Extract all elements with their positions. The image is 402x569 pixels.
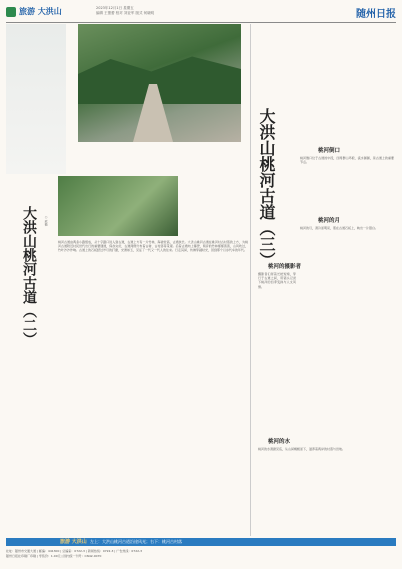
header-meta xyxy=(96,6,154,16)
section-heading-3: 桃河的摄影者 xyxy=(268,264,302,270)
footer-line-2: 随州日报社印刷厂印刷 | 零售价：1.00元 | 国内统一刊号：CN42-0070 xyxy=(6,554,102,558)
section-body-1: 桃河倒口位于古道的中段，四周群山环抱，溪水潺潺，是古道上的重要节点。 xyxy=(300,156,394,165)
page-header xyxy=(6,4,396,22)
band-caption: 左上：大洪山桃河古道沿途风光；右下：桃河古村落 xyxy=(90,539,182,544)
column-logo-icon xyxy=(6,7,16,17)
column-title xyxy=(19,6,62,17)
masthead-brand: 随州日报 xyxy=(356,9,396,20)
column-divider xyxy=(250,24,251,536)
band-logo: 旅游 大洪山 xyxy=(60,539,87,545)
page-footer xyxy=(6,549,396,559)
left-article-body: 桃河古道由两条小路组成，从十字路口进入到古道，古道上方有一片竹林，海拔较高，古道狭长。大洪山桃河古道在桃河村古村落的上方，为桃河古道附近村民世代出行的重要通道，保存完好，古道两侧分布着古树、古村落等景观。沿着古道向上攀登，两旁的竹林郁郁葱葱，山风吹过，竹叶沙沙作响。古道上的石板经过岁月的打磨，光滑如玉，见证了一代又一代人的往来。行走其间，仿佛穿越时光，回到那个以步代车的年代。 xyxy=(58,240,248,253)
editor-credits: 编辑 王蕾蕾 校对 刘亚军 版式 何晓明 xyxy=(96,11,155,15)
section-heading-1: 桃河倒口 xyxy=(318,148,341,154)
main-photo xyxy=(78,24,241,142)
right-article-title: 大洪山桃河古道（三） xyxy=(257,108,276,268)
left-article-title: 大洪山桃河古道（二） xyxy=(21,206,37,346)
section-body-4: 桃河的水清澈见底，从山间蜿蜒而下，滋养着两岸的村落与田地。 xyxy=(258,447,346,451)
secondary-photo xyxy=(58,176,178,236)
section-heading-2: 桃河的月 xyxy=(318,218,341,224)
issue-date: 2023年12月1日 星期五 xyxy=(96,6,134,10)
header-rule xyxy=(6,22,396,23)
section-body-2: 桃河的月，清冷而明亮，照在古道石板上，映出一片银白。 xyxy=(300,226,379,230)
section-heading-4: 桃河的水 xyxy=(268,439,291,445)
left-article-byline: ○ 邢楠 xyxy=(44,215,48,226)
left-margin-strip xyxy=(6,24,66,174)
section-body-3: 摄影者们背着长枪短炮，穿行于古道之间，用镜头记录下桃河的四季变换与人文风情。 xyxy=(258,272,296,289)
column-subname: 大洪山 xyxy=(37,7,62,16)
footer-line-1: 社址：随州市交通大道 | 邮编：441300 | 总编室：0722-3 | 新闻热线：0722-3 | 广告热线：0722-3 xyxy=(6,549,143,553)
column-name: 旅游 xyxy=(19,7,35,16)
